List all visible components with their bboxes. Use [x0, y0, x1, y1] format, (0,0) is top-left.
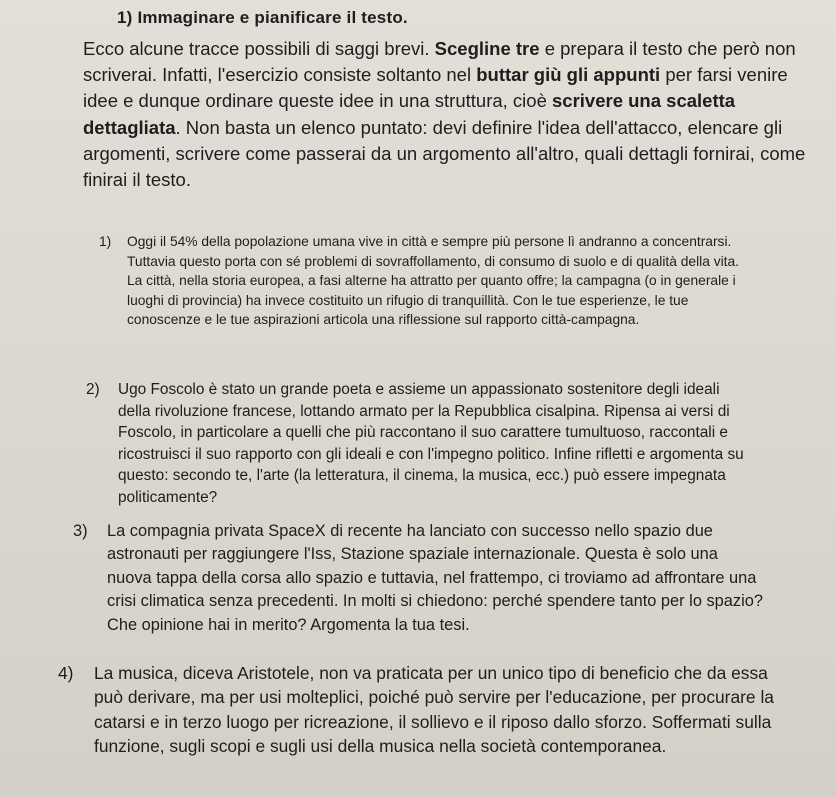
section-heading: 1) Immaginare e pianificare il testo.	[117, 8, 408, 27]
intro-text-1: Ecco alcune tracce possibili di saggi brevi.	[83, 38, 435, 59]
intro-text-2: e prepara il testo che però non scriverai. Infatti, l'esercizio consiste soltanto nel	[83, 38, 796, 86]
intro-bold-1: Scegline tre	[434, 38, 540, 59]
essay-prompt-3	[73, 520, 763, 637]
intro-text-4: . Non basta un elenco puntato: devi definire l'idea dell'attacco, elencare gli argomenti, scrivere come passerai da un argomento all'altro, quali dettagli fornirai, come finirai il testo.	[83, 116, 806, 191]
essay-prompt-1	[99, 232, 739, 330]
prompt-number: 1)	[99, 234, 112, 249]
prompt-number: 2)	[86, 381, 100, 398]
prompt-text: Oggi il 54% della popolazione umana vive in città e sempre più persone lì andranno a concentrarsi. Tuttavia questo porta con sé problemi di sovraffollamento, di consumo di suolo e di qualità della vita. La città, nella storia europea, a fasi alterne ha attratto per quanto offre; la campagna (o in generale i luoghi di provincia) ha invece costituito un rifugio di tranquillità. Con le tue esperienze, le tue conoscenze e le tue aspirazioni articola una riflessione sul rapporto città-campagna.	[127, 234, 740, 328]
prompt-number: 4)	[58, 663, 74, 683]
prompt-text: La musica, diceva Aristotele, non va praticata per un unico tipo di beneficio che da essa può derivare, ma per usi molteplici, poiché può servire per l'educazione, per procurare la catarsi e in terzo luogo per ricreazione, il sollievo e il riposo dallo sforzo. Soffermati sulla funzione, sugli scopi e sugli usi della musica nella società contemporanea.	[94, 663, 774, 757]
prompt-text: La compagnia privata SpaceX di recente ha lanciato con successo nello spazio due astronauti per raggiungere l'Iss, Stazione spaziale internazionale. Questa è solo una nuova tappa della corsa allo spazio e tuttavia, nel frattempo, ci troviamo ad affrontare una crisi climatica senza precedenti. In molti si chiedono: perché spendere tanto per lo spazio? Che opinione hai in merito? Argomenta la tua tesi.	[107, 522, 763, 634]
prompt-number: 3)	[73, 522, 88, 540]
essay-prompt-4	[58, 661, 778, 759]
intro-text-3: per farsi venire idee e dunque ordinare queste idee in una struttura, cioè	[83, 64, 788, 112]
intro-bold-2: buttar giù gli appunti	[476, 64, 661, 86]
prompt-text: Ugo Foscolo è stato un grande poeta e assieme un appassionato sostenitore degli ideali della rivoluzione francese, lottando armato per la Repubblica cisalpina. Ripensa ai versi di Foscolo, in particolare a quelli che più raccontano il suo carattere tumultuoso, raccontali e ricostruisci il suo rapporto con gli ideali e con l'impegno politico. Infine rifletti e argomenta su questo: secondo te, l'arte (la letteratura, il cinema, la musica, ecc.) può essere impegnata politicamente?	[118, 381, 744, 506]
essay-prompt-2	[86, 379, 751, 509]
intro-paragraph	[83, 36, 823, 193]
intro-bold-3: scrivere una scaletta dettagliata	[83, 90, 736, 138]
